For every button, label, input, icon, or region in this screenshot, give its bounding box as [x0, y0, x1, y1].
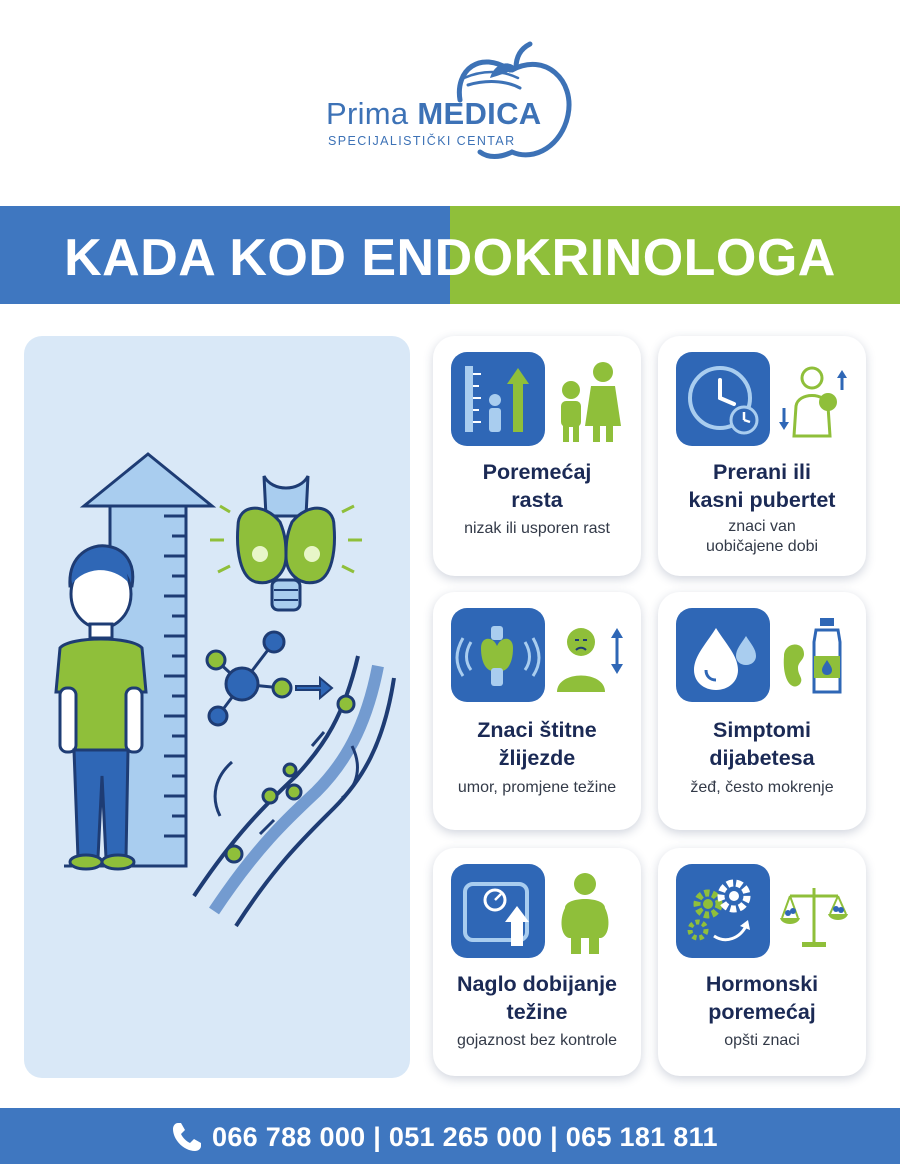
card-title-line1: Simptomi: [713, 718, 811, 742]
card-subtitle: gojaznost bez kontrole: [456, 1032, 618, 1049]
phone-numbers[interactable]: 066 788 000 | 051 265 000 | 065 181 811: [212, 1122, 718, 1152]
scale-icon: [451, 864, 545, 958]
thyroid-icon: [210, 476, 362, 610]
phone-icon: [170, 1120, 204, 1154]
kidney-bottle-icon: [776, 612, 852, 700]
card-subtitle: nizak ili usporen rast: [464, 520, 610, 537]
card-title-line2: kasni pubertet: [688, 488, 836, 512]
card-growth-disorder[interactable]: [433, 336, 641, 576]
brand-name-part1: Prima: [326, 96, 409, 131]
overweight-person-icon: [551, 868, 627, 956]
molecule-icon: [207, 632, 332, 725]
card-title-line1: Hormonski: [705, 972, 819, 996]
brand-name: [326, 96, 541, 132]
card-title-line2: dijabetesa: [709, 746, 815, 770]
page-title: KADA KOD ENDOKRINOLOGA: [64, 229, 836, 287]
gears-icon: [676, 864, 770, 958]
card-weight-gain[interactable]: [433, 848, 641, 1076]
card-title-line1: Znaci štitne: [477, 718, 597, 742]
card-subtitle-line2: uobičajene dobi: [705, 538, 819, 555]
balance-scale-icon: [776, 868, 852, 956]
card-diabetes[interactable]: [658, 592, 866, 830]
brand-name-part2: MEDICA: [417, 96, 542, 131]
card-thyroid[interactable]: [433, 592, 641, 830]
card-title-line2: rasta: [511, 488, 563, 512]
brand-subtitle: SPECIJALISTIČKI CENTAR: [328, 134, 516, 148]
height-chart-icon: [451, 352, 545, 446]
card-title-line1: Naglo dobijanje: [456, 972, 618, 996]
teen-icon: [776, 356, 852, 444]
card-puberty[interactable]: [658, 336, 866, 576]
card-subtitle: opšti znaci: [724, 1032, 800, 1049]
tired-person-icon: [551, 612, 627, 700]
brand-logo: [320, 40, 590, 170]
water-drop-icon: [676, 608, 770, 702]
blood-vessel-icon: [194, 656, 394, 926]
card-subtitle: žeđ, često mokrenje: [690, 779, 834, 796]
card-hormonal-disorder[interactable]: [658, 848, 866, 1076]
card-subtitle: umor, promjene težine: [457, 779, 617, 796]
card-title-line2: žlijezde: [498, 746, 576, 770]
illustration-panel: [24, 336, 410, 1078]
card-title-line2: težine: [506, 1000, 568, 1024]
thyroid-icon: [451, 608, 545, 702]
clock-icon: [676, 352, 770, 446]
card-subtitle-line1: znaci van: [728, 518, 796, 535]
card-title-line1: Prerani ili: [713, 460, 811, 484]
card-title-line2: poremećaj: [708, 1000, 816, 1024]
contact-footer: [0, 1108, 900, 1164]
children-icon: [551, 356, 627, 444]
card-title-line1: Poremećaj: [482, 460, 592, 484]
title-banner: [0, 206, 900, 304]
